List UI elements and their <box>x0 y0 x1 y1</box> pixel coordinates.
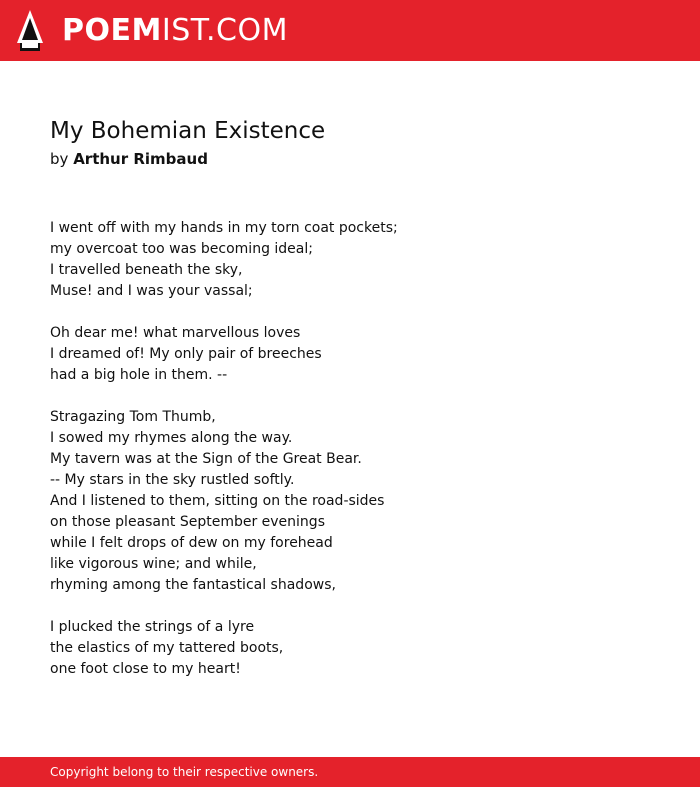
poem-stanza-4 <box>50 617 650 680</box>
poem-line: I dreamed of! My only pair of breeches <box>50 346 322 362</box>
logo-light-text: IST.COM <box>161 13 288 48</box>
copyright-text: Copyright belong to their respective owners. <box>50 765 319 779</box>
poem-line: rhyming among the fantastical shadows, <box>50 577 336 593</box>
poem-stanza-3 <box>50 407 650 596</box>
poem-stanza-1 <box>50 218 650 302</box>
poem-line: my overcoat too was becoming ideal; <box>50 241 313 257</box>
poem-line: Muse! and I was your vassal; <box>50 283 253 299</box>
poem-line: on those pleasant September evenings <box>50 514 325 530</box>
poem-line: like vigorous wine; and while, <box>50 556 257 572</box>
poem-stanza-2 <box>50 323 650 386</box>
site-header <box>0 0 700 61</box>
poem-line: And I listened to them, sitting on the road-sides <box>50 493 385 509</box>
poem-title: My Bohemian Existence <box>50 118 326 144</box>
poem-line: the elastics of my tattered boots, <box>50 640 284 656</box>
poem-line: I sowed my rhymes along the way. <box>50 430 293 446</box>
poem-byline <box>50 148 208 170</box>
poem-line: had a big hole in them. -- <box>50 367 228 383</box>
poem-line: one foot close to my heart! <box>50 661 241 677</box>
poem-author: Arthur Rimbaud <box>73 150 208 168</box>
poem-line: My tavern was at the Sign of the Great Bear. <box>50 451 362 467</box>
pencil-icon <box>17 10 43 51</box>
by-label: by <box>50 150 69 168</box>
poem-body <box>50 218 650 701</box>
poem-line: I plucked the strings of a lyre <box>50 619 255 635</box>
site-logo[interactable] <box>62 13 288 49</box>
poem-line: Oh dear me! what marvellous loves <box>50 325 301 341</box>
poem-line: while I felt drops of dew on my forehead <box>50 535 333 551</box>
site-footer <box>0 757 700 787</box>
logo-bold-text: POEM <box>62 13 162 48</box>
poem-line: Stragazing Tom Thumb, <box>50 409 216 425</box>
poem-line: I went off with my hands in my torn coat pockets; <box>50 220 398 236</box>
poem-line: -- My stars in the sky rustled softly. <box>50 472 295 488</box>
poem-line: I travelled beneath the sky, <box>50 262 243 278</box>
